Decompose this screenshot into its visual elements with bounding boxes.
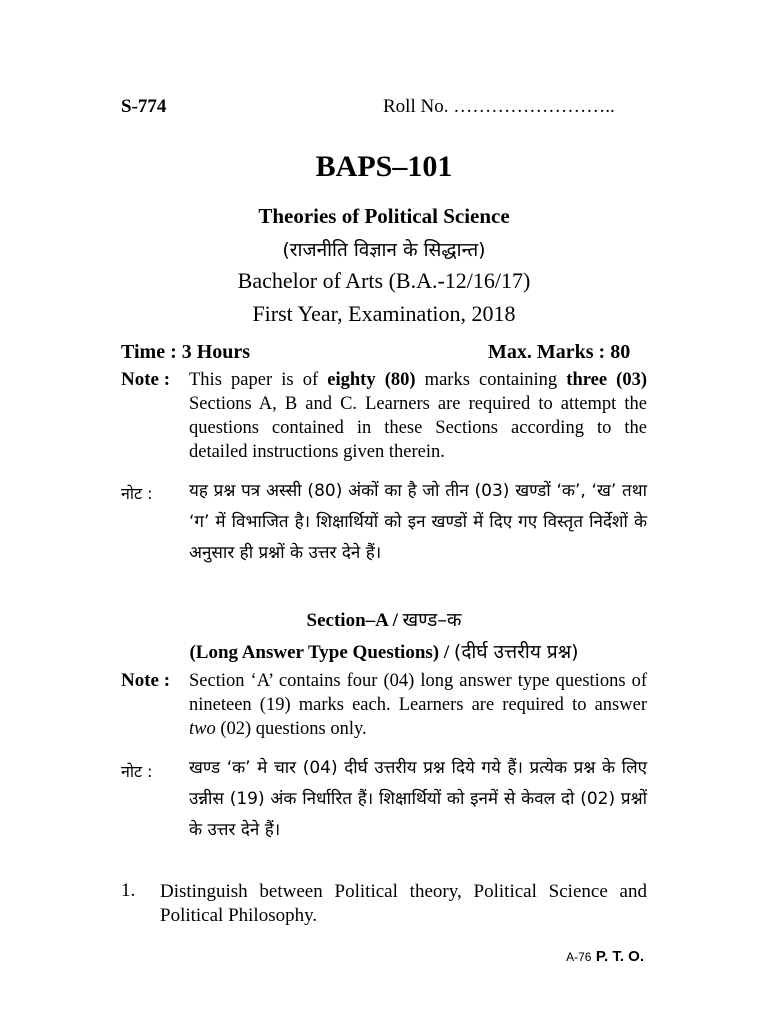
section-title-en: Section–A / — [306, 610, 403, 631]
note-label-hindi: नोट : — [121, 484, 153, 503]
note-label: Note : — [121, 670, 171, 691]
pto-label: P. T. O. — [595, 948, 644, 965]
section-heading — [0, 606, 768, 632]
max-marks: Max. Marks : 80 — [488, 341, 631, 363]
note-text-part: This paper is of — [189, 370, 328, 390]
section-title-hi: खण्ड–क — [402, 609, 462, 631]
note-text-part: Section ‘A’ contains four (04) long answer type questions of nineteen (19) marks each. Learners are required to answer — [189, 671, 647, 715]
note-label-hindi: नोट : — [121, 762, 153, 781]
section-type-hi: (दीर्घ उत्तरीय प्रश्न) — [453, 641, 579, 663]
note-label: Note : — [121, 369, 171, 390]
section-type-en: (Long Answer Type Questions) / — [189, 642, 454, 663]
note-instructions-hindi: यह प्रश्न पत्र अस्सी (80) अंकों का है जो तीन (03) खण्डों ‘क’, ‘ख’ तथा ‘ग’ में विभाजित है। शिक्षार्थियों को इन खण्डों में दिए गए विस्तृत निर्देशों के अनुसार ही प्रश्नों के उत्तर देने हैं। — [189, 481, 647, 563]
page-footer — [566, 948, 644, 966]
note-total-marks: eighty (80) — [327, 370, 416, 390]
section-type-heading — [0, 638, 768, 664]
paper-code: S-774 — [121, 96, 167, 117]
note-text-part: (02) questions only. — [215, 719, 367, 739]
question-text: Distinguish between Political theory, Political Science and Political Philosophy. — [160, 881, 647, 926]
section-note-hindi: खण्ड ‘क’ मे चार (04) दीर्घ उत्तरीय प्रश्न दिये गये हैं। प्रत्येक प्रश्न के लिए उन्नीस (19) अंक निर्धारित हैं। शिक्षार्थियों को इनमें से केवल दो (02) प्रश्नों के उत्तर देने हैं। — [189, 758, 647, 840]
subject-title: Theories of Political Science — [258, 204, 510, 228]
note-required-count: two — [189, 719, 216, 739]
note-instructions — [189, 368, 647, 464]
question-number: 1. — [121, 880, 136, 901]
note-text-part: marks containing — [415, 370, 567, 390]
note-section-count: three (03) — [566, 370, 647, 390]
program-name: Bachelor of Arts (B.A.-12/16/17) — [237, 268, 531, 293]
exam-name: First Year, Examination, 2018 — [252, 301, 516, 326]
note-text-part: Sections A, B and C. Learners are required to attempt the questions contained in these Sections according to the detailed instructions given therein. — [189, 394, 647, 462]
footer-code: A-76 — [566, 950, 592, 964]
section-note — [189, 669, 647, 741]
roll-number-field: Roll No. …………………….. — [383, 96, 615, 117]
course-code: BAPS–101 — [315, 150, 453, 183]
time-allowed: Time : 3 Hours — [121, 341, 251, 363]
subject-title-hindi: (राजनीति विज्ञान के सिद्धान्त) — [282, 239, 486, 261]
